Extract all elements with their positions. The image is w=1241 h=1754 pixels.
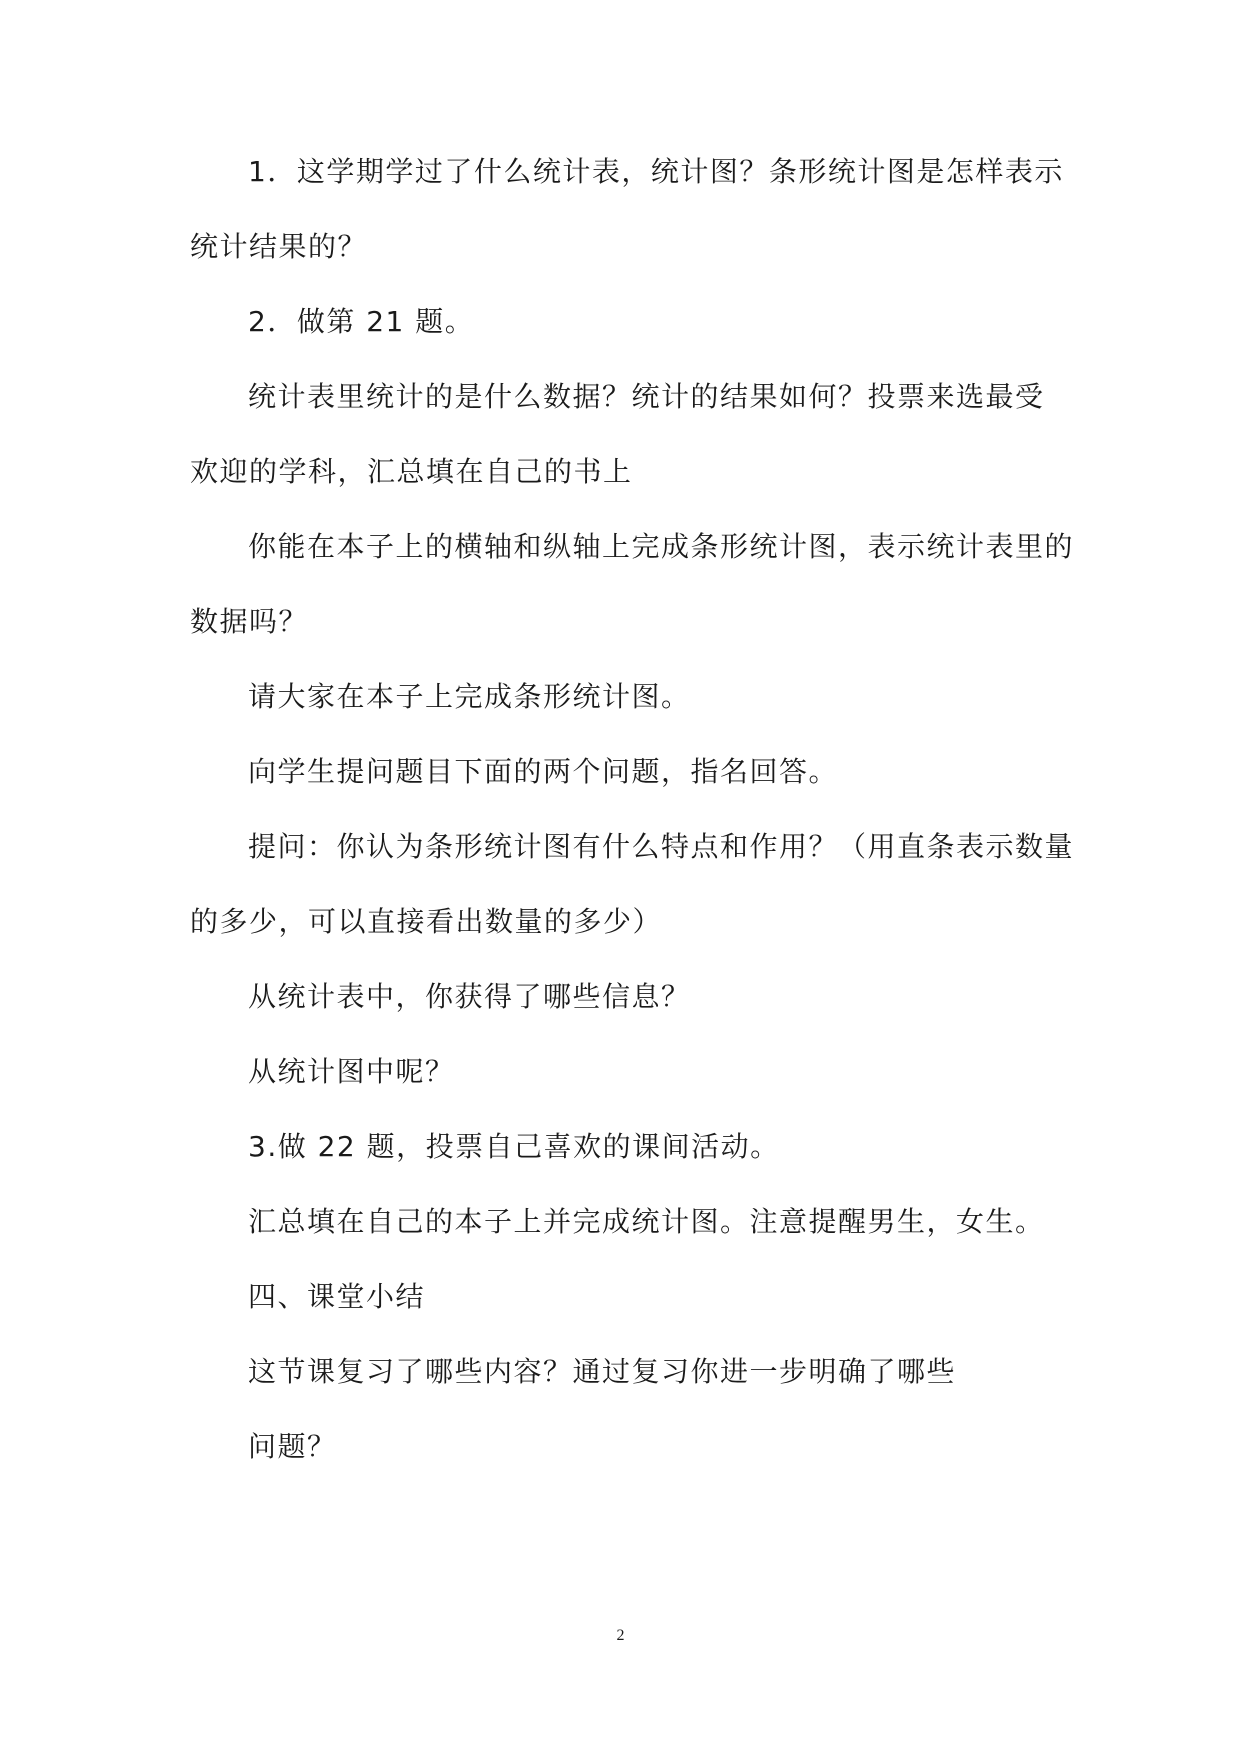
paragraph-6: 向学生提问题目下面的两个问题，指名回答。 bbox=[248, 755, 839, 788]
paragraph-5: 请大家在本子上完成条形统计图。 bbox=[248, 680, 691, 713]
paragraph-13: 这节课复习了哪些内容？通过复习你进一步明确了哪些 bbox=[248, 1355, 957, 1388]
paragraph-1-line-1: 1．这学期学过了什么统计表，统计图？条形统计图是怎样表示 bbox=[248, 155, 1064, 188]
paragraph-1-line-2: 统计结果的？ bbox=[190, 230, 368, 263]
paragraph-3-line-1: 统计表里统计的是什么数据？统计的结果如何？投票来选最受 bbox=[248, 380, 1045, 413]
paragraph-11: 汇总填在自己的本子上并完成统计图。注意提醒男生，女生。 bbox=[248, 1205, 1045, 1238]
paragraph-7-line-1: 提问：你认为条形统计图有什么特点和作用？（用直条表示数量 bbox=[248, 830, 1075, 863]
paragraph-9: 从统计图中呢？ bbox=[248, 1055, 455, 1088]
page-number: 2 bbox=[616, 1627, 625, 1644]
paragraph-2: 2．做第 21 题。 bbox=[248, 305, 475, 338]
section-heading-summary: 四、课堂小结 bbox=[248, 1280, 426, 1313]
paragraph-8: 从统计表中，你获得了哪些信息？ bbox=[248, 980, 691, 1013]
paragraph-7-line-2: 的多少，可以直接看出数量的多少） bbox=[190, 905, 663, 938]
paragraph-3-line-2: 欢迎的学科，汇总填在自己的书上 bbox=[190, 455, 633, 488]
paragraph-4-line-1: 你能在本子上的横轴和纵轴上完成条形统计图，表示统计表里的 bbox=[248, 530, 1075, 563]
paragraph-4-line-2: 数据吗？ bbox=[190, 605, 309, 638]
paragraph-14: 问题？ bbox=[248, 1430, 337, 1463]
paragraph-10: 3.做 22 题，投票自己喜欢的课间活动。 bbox=[248, 1130, 780, 1163]
